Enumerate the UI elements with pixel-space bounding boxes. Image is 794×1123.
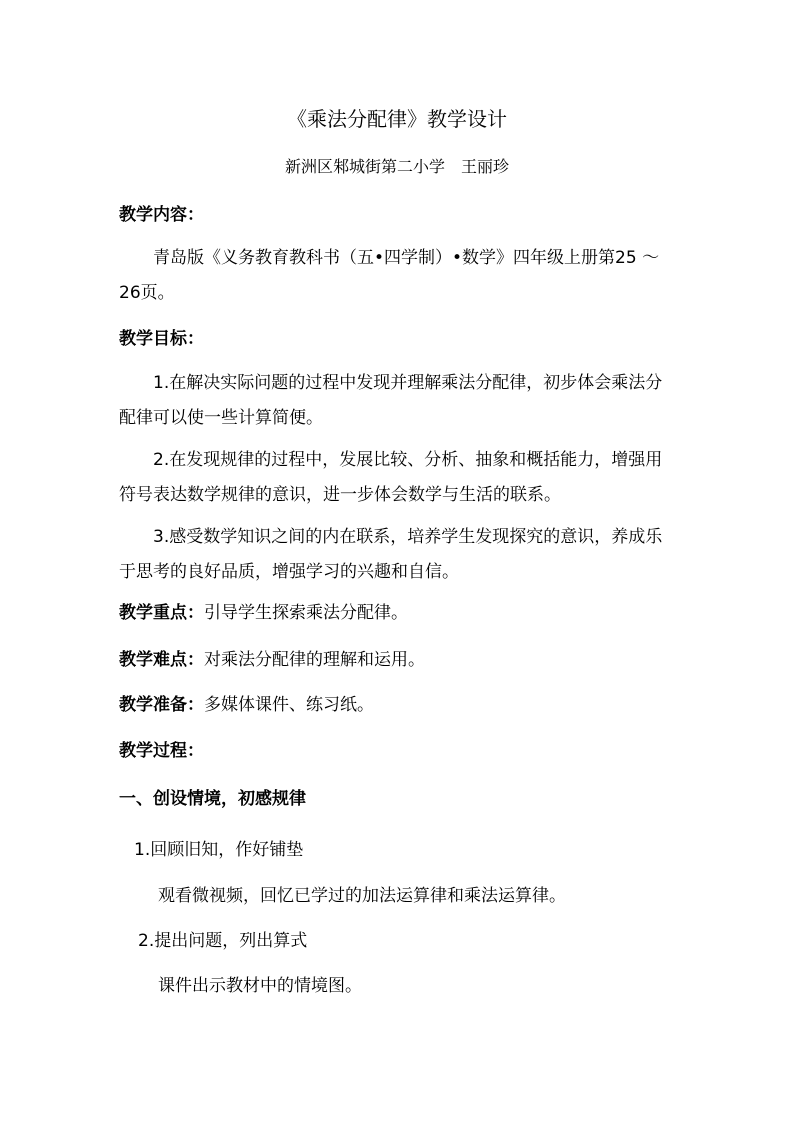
step-title: 2.提出问题，列出算式 <box>138 931 308 951</box>
objective-item: 2.在发现规律的过程中，发展比较、分析、抽象和概括能力，增强用符号表达数学规律的意识，进一步体会数学与生活的联系。 <box>119 450 663 505</box>
process-heading: 教学过程： <box>119 741 204 761</box>
difficulty-line <box>119 648 425 672</box>
objective-item: 3.感受数学知识之间的内在联系，培养学生发现探究的意识，养成乐于思考的良好品质，增强学习的兴趣和自信。 <box>119 527 663 582</box>
difficulty-label: 教学难点： <box>119 650 204 670</box>
content-heading: 教学内容： <box>119 205 204 225</box>
author-line: 新洲区邾城街第二小学 王丽珍 <box>284 157 509 176</box>
document-title: 《乘法分配律》教学设计 <box>287 107 507 131</box>
preparation-text: 多媒体课件、练习纸。 <box>204 695 374 715</box>
objective-item: 1.在解决实际问题的过程中发现并理解乘法分配律，初步体会乘法分配律可以使一些计算简便。 <box>119 373 663 428</box>
step-text: 观看微视频，回忆已学过的加法运算律和乘法运算律。 <box>158 886 566 906</box>
objectives-heading: 教学目标： <box>119 329 204 349</box>
key-point-text: 引导学生探索乘法分配律。 <box>204 603 408 623</box>
preparation-label: 教学准备： <box>119 695 204 715</box>
step-title: 1.回顾旧知，作好铺垫 <box>134 840 304 860</box>
key-point-label: 教学重点： <box>119 603 204 623</box>
difficulty-text: 对乘法分配律的理解和运用。 <box>204 650 425 670</box>
key-point-line <box>119 601 408 625</box>
section-heading: 一、创设情境，初感规律 <box>119 789 306 809</box>
step-text: 课件出示教材中的情境图。 <box>158 976 362 996</box>
preparation-line <box>119 693 374 717</box>
content-paragraph: 青岛版《义务教育教科书（五•四学制）•数学》四年级上册第25 ～26页。 <box>119 248 660 303</box>
